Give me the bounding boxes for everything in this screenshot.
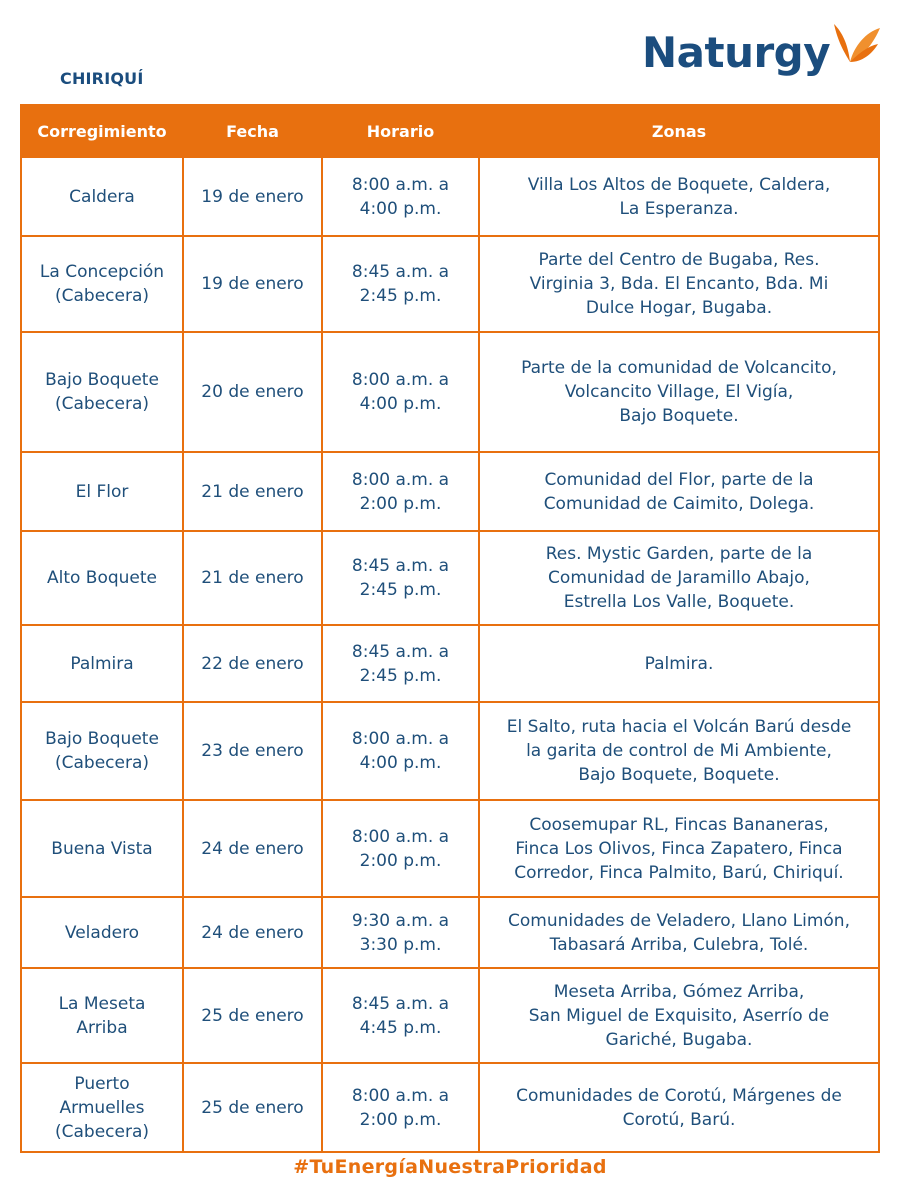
cell-fecha: 24 de enero bbox=[183, 897, 322, 968]
cell-zonas: Meseta Arriba, Gómez Arriba, San Miguel de Exquisito, Aserrío de Gariché, Bugaba. bbox=[479, 968, 879, 1063]
cell-zonas: Comunidades de Veladero, Llano Limón, Tabasará Arriba, Culebra, Tolé. bbox=[479, 897, 879, 968]
cell-fecha: 19 de enero bbox=[183, 236, 322, 332]
cell-zonas: Res. Mystic Garden, parte de la Comunidad de Jaramillo Abajo, Estrella Los Valle, Boquete. bbox=[479, 531, 879, 625]
cell-zonas: Palmira. bbox=[479, 625, 879, 702]
cell-horario: 8:00 a.m. a 2:00 p.m. bbox=[322, 452, 479, 531]
cell-corregimiento: Puerto Armuelles (Cabecera) bbox=[21, 1063, 183, 1152]
column-header-zonas: Zonas bbox=[479, 105, 879, 157]
table-row bbox=[21, 1063, 879, 1152]
cell-corregimiento: Caldera bbox=[21, 157, 183, 236]
cell-zonas: Parte del Centro de Bugaba, Res. Virginia 3, Bda. El Encanto, Bda. Mi Dulce Hogar, Bugaba. bbox=[479, 236, 879, 332]
schedule-table bbox=[20, 104, 880, 1153]
cell-fecha: 21 de enero bbox=[183, 452, 322, 531]
cell-zonas: El Salto, ruta hacia el Volcán Barú desde la garita de control de Mi Ambiente, Bajo Boquete, Boquete. bbox=[479, 702, 879, 800]
cell-fecha: 25 de enero bbox=[183, 1063, 322, 1152]
column-header-corregimiento: Corregimiento bbox=[21, 105, 183, 157]
cell-fecha: 20 de enero bbox=[183, 332, 322, 452]
cell-fecha: 21 de enero bbox=[183, 531, 322, 625]
table-row bbox=[21, 531, 879, 625]
column-header-fecha: Fecha bbox=[183, 105, 322, 157]
table-row bbox=[21, 452, 879, 531]
cell-zonas: Coosemupar RL, Fincas Bananeras, Finca Los Olivos, Finca Zapatero, Finca Corredor, Finca Palmito, Barú, Chiriquí. bbox=[479, 800, 879, 897]
cell-zonas: Villa Los Altos de Boquete, Caldera, La Esperanza. bbox=[479, 157, 879, 236]
naturgy-logo bbox=[642, 22, 882, 88]
cell-corregimiento: La Meseta Arriba bbox=[21, 968, 183, 1063]
cell-zonas: Comunidad del Flor, parte de la Comunidad de Caimito, Dolega. bbox=[479, 452, 879, 531]
cell-horario: 9:30 a.m. a 3:30 p.m. bbox=[322, 897, 479, 968]
table-row bbox=[21, 157, 879, 236]
cell-fecha: 19 de enero bbox=[183, 157, 322, 236]
table-row bbox=[21, 897, 879, 968]
table-row bbox=[21, 968, 879, 1063]
cell-fecha: 24 de enero bbox=[183, 800, 322, 897]
cell-horario: 8:00 a.m. a 4:00 p.m. bbox=[322, 332, 479, 452]
cell-zonas: Comunidades de Corotú, Márgenes de Corotú, Barú. bbox=[479, 1063, 879, 1152]
table-row bbox=[21, 236, 879, 332]
butterfly-icon bbox=[828, 22, 882, 74]
logo-wordmark: Naturgy bbox=[642, 28, 831, 77]
cell-corregimiento: Palmira bbox=[21, 625, 183, 702]
table-row bbox=[21, 800, 879, 897]
cell-fecha: 25 de enero bbox=[183, 968, 322, 1063]
table-row bbox=[21, 702, 879, 800]
region-title: CHIRIQUÍ bbox=[60, 69, 144, 88]
cell-corregimiento: Buena Vista bbox=[21, 800, 183, 897]
cell-corregimiento: Bajo Boquete (Cabecera) bbox=[21, 702, 183, 800]
cell-zonas: Parte de la comunidad de Volcancito, Volcancito Village, El Vigía, Bajo Boquete. bbox=[479, 332, 879, 452]
cell-horario: 8:45 a.m. a 2:45 p.m. bbox=[322, 236, 479, 332]
cell-corregimiento: Veladero bbox=[21, 897, 183, 968]
table-row bbox=[21, 332, 879, 452]
footer-hashtag: #TuEnergíaNuestraPrioridad bbox=[293, 1156, 607, 1178]
cell-horario: 8:00 a.m. a 2:00 p.m. bbox=[322, 800, 479, 897]
cell-fecha: 22 de enero bbox=[183, 625, 322, 702]
cell-horario: 8:00 a.m. a 4:00 p.m. bbox=[322, 702, 479, 800]
cell-horario: 8:45 a.m. a 4:45 p.m. bbox=[322, 968, 479, 1063]
cell-fecha: 23 de enero bbox=[183, 702, 322, 800]
cell-corregimiento: La Concepción (Cabecera) bbox=[21, 236, 183, 332]
cell-corregimiento: Bajo Boquete (Cabecera) bbox=[21, 332, 183, 452]
table-header-row bbox=[21, 105, 879, 157]
cell-corregimiento: El Flor bbox=[21, 452, 183, 531]
cell-horario: 8:00 a.m. a 2:00 p.m. bbox=[322, 1063, 479, 1152]
cell-horario: 8:45 a.m. a 2:45 p.m. bbox=[322, 625, 479, 702]
column-header-horario: Horario bbox=[322, 105, 479, 157]
table-row bbox=[21, 625, 879, 702]
cell-horario: 8:45 a.m. a 2:45 p.m. bbox=[322, 531, 479, 625]
cell-horario: 8:00 a.m. a 4:00 p.m. bbox=[322, 157, 479, 236]
cell-corregimiento: Alto Boquete bbox=[21, 531, 183, 625]
